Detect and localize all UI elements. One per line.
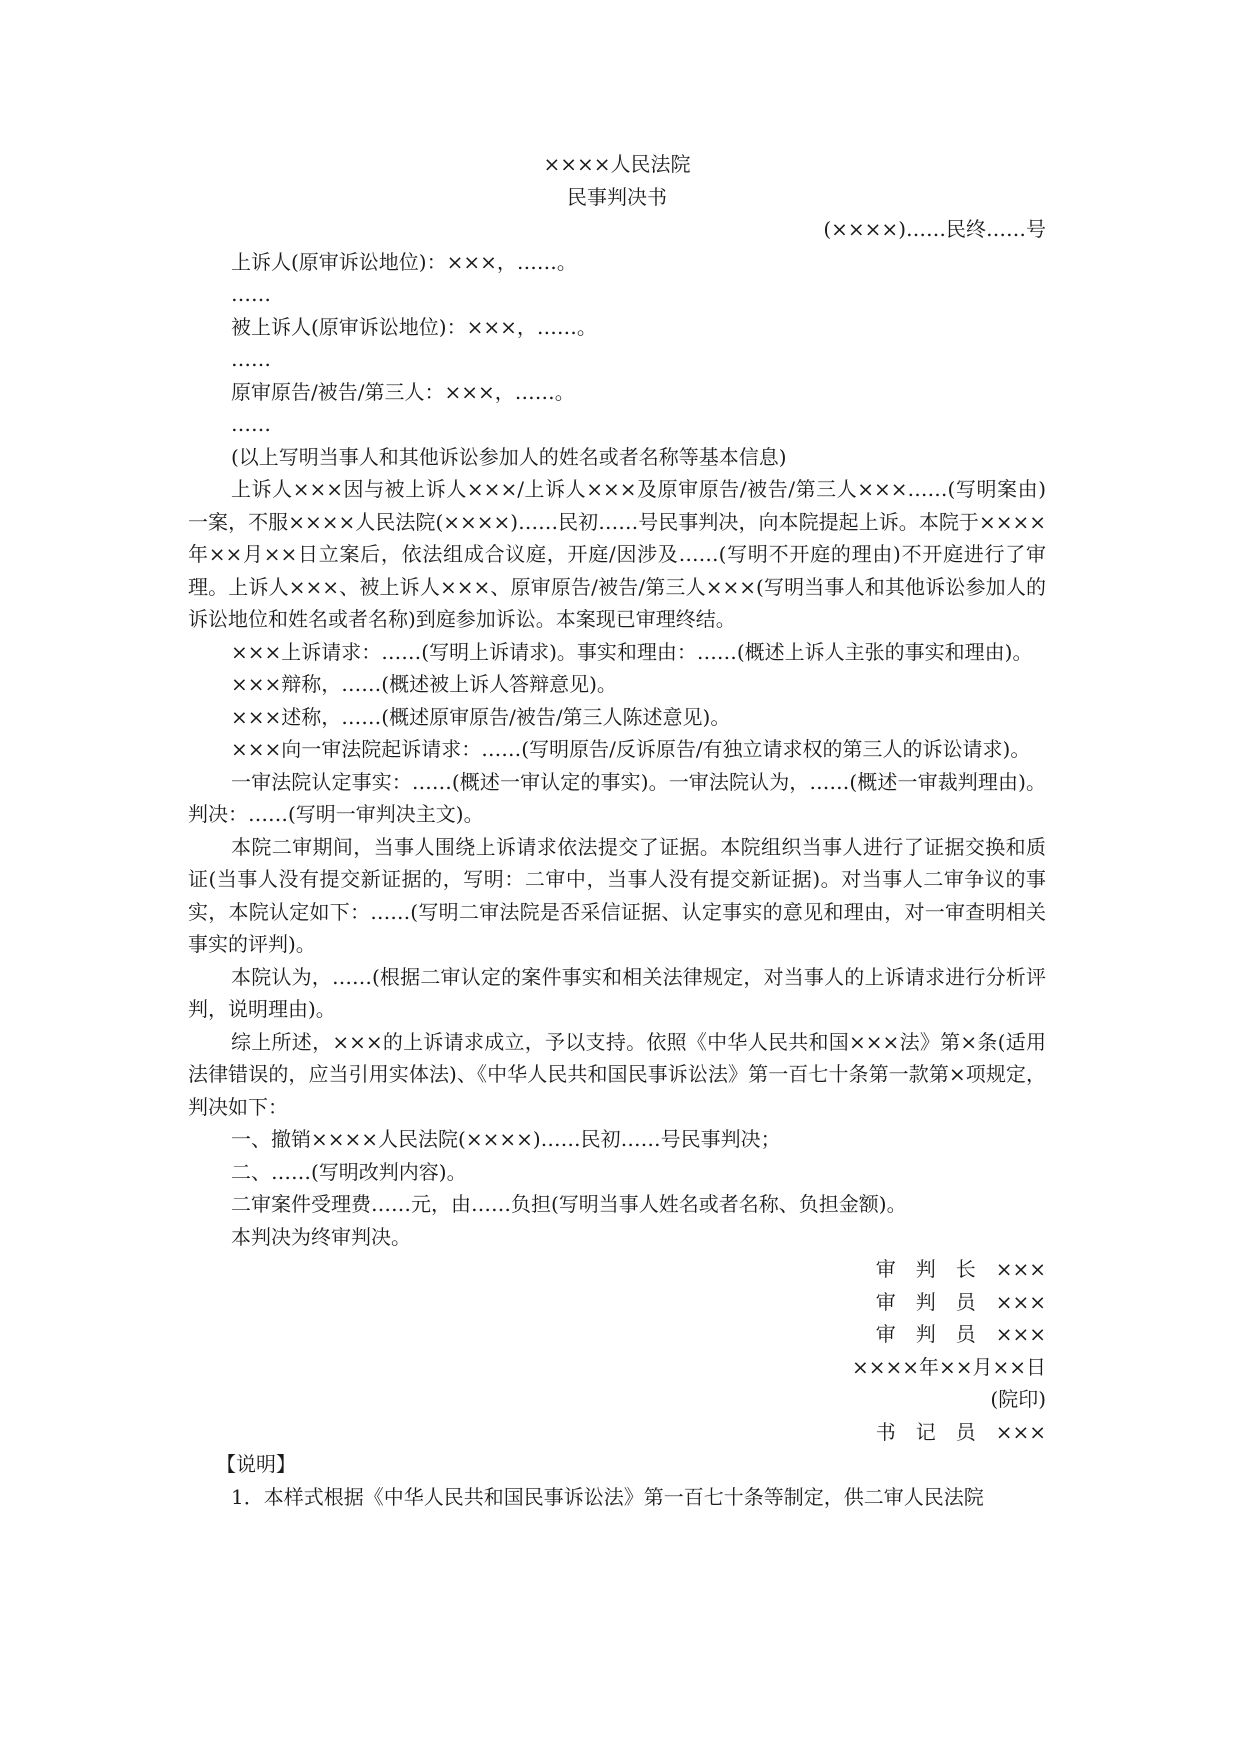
judgment-items bbox=[188, 1123, 1046, 1253]
party-ellipsis: …… bbox=[231, 347, 271, 371]
note-item: 1．本样式根据《中华人民共和国民事诉讼法》第一百七十条等制定，供二审人民法院 bbox=[231, 1484, 984, 1509]
party-note: (以上写明当事人和其他诉讼参加人的姓名或者名称等基本信息) bbox=[231, 444, 787, 469]
judgment-document bbox=[188, 148, 1046, 1513]
case-number: (××××)……民终……号 bbox=[823, 217, 1046, 241]
original-party-statement-paragraph: ×××述称，……(概述原审原告/被告/第三人陈述意见)。 bbox=[231, 704, 731, 729]
presiding-judge: 审 判 长 ××× bbox=[875, 1257, 1046, 1281]
court-opinion-paragraph: 本院认为，……(根据二审认定的案件事实和相关法律规定，对当事人的上诉请求进行分析评判，说明理由)。 bbox=[188, 964, 1046, 1021]
court-name: ××××人民法院 bbox=[543, 152, 691, 176]
judgment-date: ××××年××月××日 bbox=[851, 1354, 1046, 1379]
second-instance-evidence-paragraph: 本院二审期间，当事人围绕上诉请求依法提交了证据。本院组织当事人进行了证据交换和质证(当事人没有提交新证据的，写明：二审中，当事人没有提交新证据)。对当事人二审争议的事实，本院认定如下：……(写明二审法院是否采信证据、认定事实的意见和理由，对一审查明相关事实的评判)。 bbox=[188, 834, 1046, 956]
conclusion-paragraph: 综上所述，×××的上诉请求成立，予以支持。依照《中华人民共和国×××法》第×条(适用法律错误的，应当引用实体法)、《中华人民共和国民事诉讼法》第一百七十条第一款第×项规定，判决如下： bbox=[188, 1029, 1046, 1119]
final-judgment-line: 本判决为终审判决。 bbox=[231, 1224, 411, 1249]
first-instance-finding-paragraph: 一审法院认定事实：……(概述一审认定的事实)。一审法院认为，……(概述一审裁判理由)。判决：……(写明一审判决主文)。 bbox=[188, 769, 1046, 826]
party-list bbox=[188, 246, 1046, 474]
notes-heading: 【说明】 bbox=[216, 1452, 296, 1476]
party-appellant: 上诉人(原审诉讼地位)：×××，……。 bbox=[231, 249, 577, 274]
signature-block bbox=[188, 1253, 1046, 1448]
case-intro-paragraph: 上诉人×××因与被上诉人×××/上诉人×××及原审原告/被告/第三人×××……(写明案由)一案，不服××××人民法院(××××)……民初……号民事判决，向本院提起上诉。本院于××××年××月××日立案后，依法组成合议庭，开庭/因涉及……(写明不开庭的理由)不开庭进行了审理。上诉人×××、被上诉人×××、原审原告/被告/第三人×××(写明当事人和其他诉讼参加人的诉讼地位和姓名或者名称)到庭参加诉讼。本案现已审理终结。 bbox=[188, 477, 1046, 631]
party-original: 原审原告/被告/第三人：×××，……。 bbox=[231, 379, 575, 404]
judge-signature: 审 判 员 ××× bbox=[875, 1289, 1046, 1314]
party-appellee: 被上诉人(原审诉讼地位)：×××，……。 bbox=[231, 314, 597, 339]
party-ellipsis: …… bbox=[231, 412, 271, 436]
notes-section bbox=[188, 1448, 1046, 1513]
first-instance-claim-paragraph: ×××向一审法院起诉请求：……(写明原告/反诉原告/有独立请求权的第三人的诉讼请求)。 bbox=[231, 737, 1031, 761]
court-fee-line: 二审案件受理费……元，由……负担(写明当事人姓名或者名称、负担金额)。 bbox=[231, 1192, 907, 1216]
appellee-defense-paragraph: ×××辩称，……(概述被上诉人答辩意见)。 bbox=[231, 672, 617, 696]
party-ellipsis: …… bbox=[231, 282, 271, 306]
judgment-body bbox=[188, 473, 1046, 1123]
judgment-item-revoke: 一、撤销××××人民法院(××××)……民初……号民事判决； bbox=[231, 1127, 781, 1151]
document-type: 民事判决书 bbox=[567, 184, 667, 209]
judge-signature: 审 判 员 ××× bbox=[875, 1322, 1046, 1346]
clerk-signature: 书 记 员 ××× bbox=[875, 1419, 1046, 1444]
judgment-item-amend: 二、……(写明改判内容)。 bbox=[231, 1159, 467, 1184]
appeal-request-paragraph: ×××上诉请求：……(写明上诉请求)。事实和理由：……(概述上诉人主张的事实和理由)。 bbox=[231, 639, 1033, 664]
court-seal: (院印) bbox=[990, 1387, 1046, 1411]
